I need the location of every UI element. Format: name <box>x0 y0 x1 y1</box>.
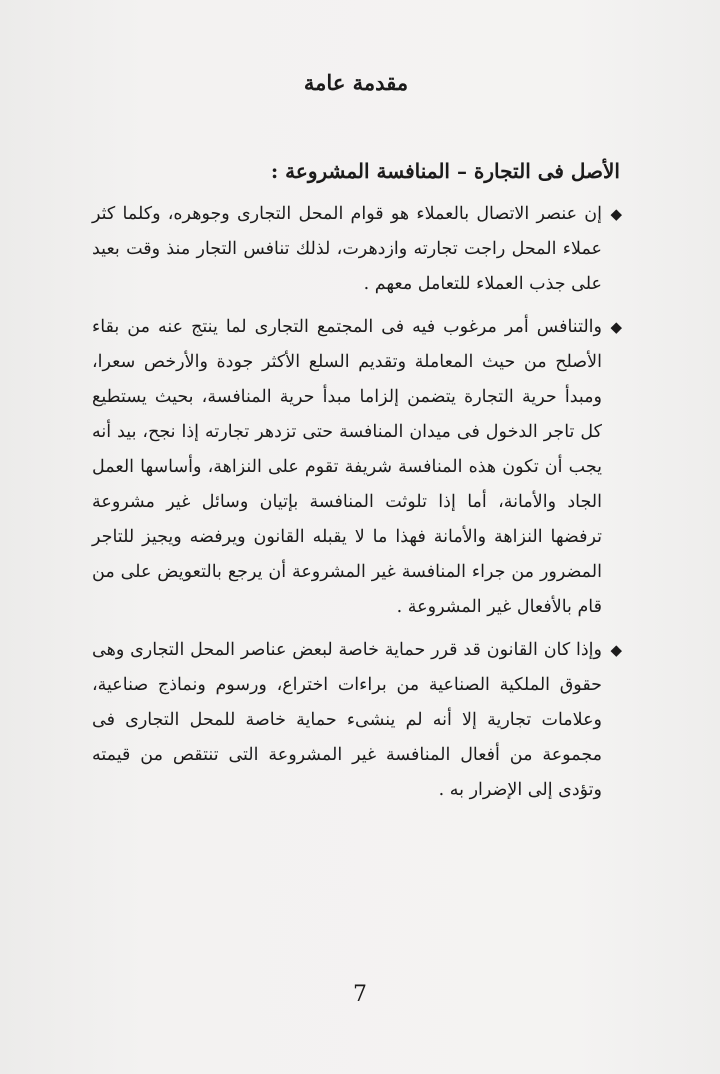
paragraph-3 <box>92 633 620 808</box>
paragraph-1 <box>92 197 620 302</box>
page-title: مقدمة عامة <box>303 70 409 95</box>
paragraph-text: إن عنصر الاتصال بالعملاء هو قوام المحل التجارى وجوهره، وكلما كثر عملاء المحل راجت تجارته وازدهرت، لذلك تنافس التجار منذ وقت بعيد على جذب العملاء للتعامل معهم . <box>92 204 602 294</box>
diamond-bullet-icon: ◆ <box>610 641 622 659</box>
diamond-bullet-icon: ◆ <box>610 318 622 336</box>
diamond-bullet-icon: ◆ <box>610 205 622 223</box>
paragraph-text: والتنافس أمر مرغوب فيه فى المجتمع التجارى لما ينتج عنه من بقاء الأصلح من حيث المعاملة وتقديم السلع الأكثر جودة والأرخص سعرا، ومبدأ حرية التجارة يتضمن إلزاما مبدأ حرية المنافسة، بحيث يستطيع كل تاجر الدخول فى ميدان المنافسة حتى تزدهر تجارته إذا نجح، بيد أنه يجب أن تكون هذه المنافسة شريفة تقوم على النزاهة، وأساسها العمل الجاد والأمانة، أما إذا تلوثت المنافسة بإتيان وسائل غير مشروعة ترفضها النزاهة والأمانة فهذا ما لا يقبله القانون ويرفضه ويجيز للتاجر المضرور من جراء المنافسة غير المشروعة أن يرجع بالتعويض على من قام بالأفعال غير المشروعة . <box>92 317 602 617</box>
page-content <box>92 70 620 816</box>
paragraph-text: وإذا كان القانون قد قرر حماية خاصة لبعض عناصر المحل التجارى وهى حقوق الملكية الصناعية من براءات اختراع، ورسوم ونماذج صناعية، وعلامات تجارية إلا أنه لم ينشىء حماية خاصة للمحل التجارى فى مجموعة من أفعال المنافسة غير المشروعة التى تنتقص من قيمته وتؤدى إلى الإضرار به . <box>92 640 602 800</box>
paragraph-2 <box>92 310 620 625</box>
page-number: 7 <box>353 982 367 1007</box>
section-heading: الأصل فى التجارة – المنافسة المشروعة : <box>270 159 620 183</box>
